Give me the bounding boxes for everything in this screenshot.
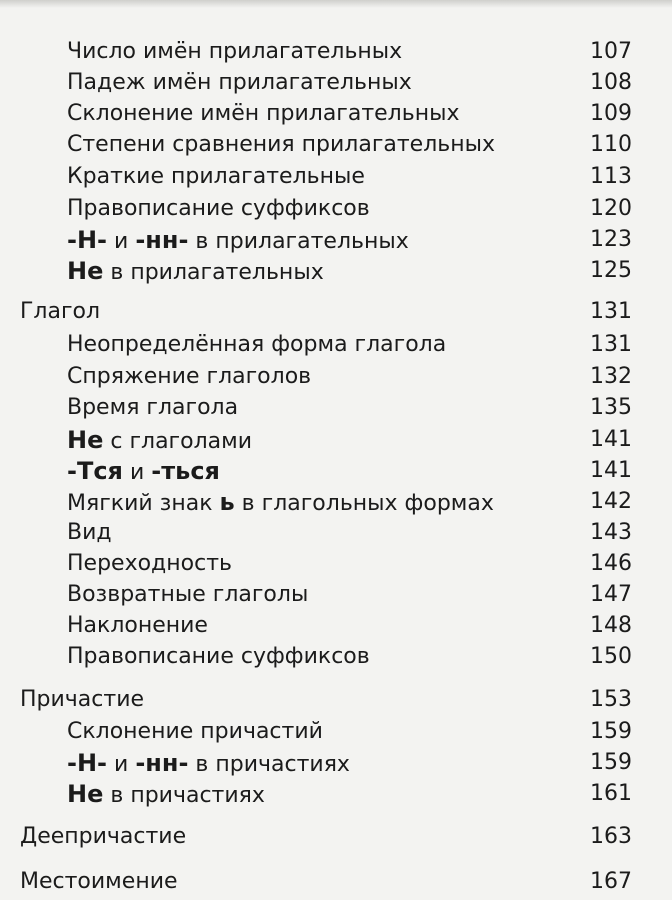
toc-entry-bold: -ться [151,457,220,485]
toc-entry-bold: -Н- [67,749,108,777]
toc-entry-page: 132 [590,364,632,389]
toc-entry-page: 131 [590,332,632,357]
toc-entry[interactable] [0,256,672,286]
toc-section-page: 167 [590,869,632,894]
toc-entry-page: 141 [590,427,632,452]
toc-entry-title: Степени сравнения прилагательных [67,132,496,157]
toc-entry-title: Переходность [67,551,232,576]
toc-entry-page: 146 [590,551,632,576]
toc-entry-title [67,456,220,488]
toc-entry-bold: ь [219,488,235,516]
toc-entry-page: 125 [590,258,632,283]
toc-entry[interactable] [0,580,672,610]
toc-entry-title: Правописание суффиксов [67,196,370,221]
toc-entry-title: Спряжение глаголов [67,364,312,389]
toc-entry-page: 147 [590,582,632,607]
toc-entry-text: и [107,229,136,254]
toc-entry-bold: -нн- [135,749,189,777]
toc-entry-text: в прилагательных [188,229,409,254]
toc-entry-title [67,225,409,257]
toc-section-title: Глагол [20,299,101,324]
toc-entry-title: Неопределённая форма глагола [67,332,447,357]
toc-entry[interactable] [0,456,672,486]
toc-section[interactable] [0,297,672,327]
toc-entry[interactable] [0,487,672,517]
toc-section-page: 163 [590,824,632,849]
toc-entry-page: 142 [590,489,632,514]
toc-entry[interactable] [0,779,672,809]
toc-entry-text: в глагольных формах [234,491,494,516]
toc-entry-title [67,487,494,519]
toc-entry-bold: Не [67,426,104,454]
toc-entry[interactable] [0,642,672,672]
toc-entry[interactable] [0,162,672,192]
toc-section[interactable] [0,685,672,715]
toc-entry[interactable] [0,549,672,579]
toc-entry-title: Склонение имён прилагательных [67,101,460,126]
toc-entry-title: Склонение причастий [67,719,323,744]
toc-entry-title [67,256,324,288]
toc-entry-page: 150 [590,644,632,669]
toc-entry[interactable] [0,225,672,255]
toc-entry-title [67,748,350,780]
toc-entry[interactable] [0,393,672,423]
toc-entry-page: 161 [590,781,632,806]
toc-entry-text: и [107,752,136,777]
toc-entry-text: Мягкий знак [67,491,220,516]
toc-entry-bold: Не [67,780,104,808]
toc-entry-text: в прилагательных [103,260,324,285]
toc-entry[interactable] [0,748,672,778]
toc-section-title: Местоимение [20,869,178,894]
toc-entry-text: в причастиях [188,752,350,777]
toc-entry-title [67,779,265,811]
toc-entry[interactable] [0,518,672,548]
toc-entry[interactable] [0,362,672,392]
toc-entry-bold: -Тся [67,457,123,485]
toc-section[interactable] [0,822,672,852]
toc-entry-page: 159 [590,719,632,744]
toc-entry-page: 141 [590,458,632,483]
toc-entry[interactable] [0,194,672,224]
toc-section-page: 153 [590,687,632,712]
toc-entry-title: Краткие прилагательные [67,164,365,189]
toc-entry-title: Правописание суффиксов [67,644,370,669]
toc-entry-title: Вид [67,520,112,545]
toc-entry-page: 123 [590,227,632,252]
toc-entry-page: 108 [590,70,632,95]
toc-entry-title [67,425,252,457]
toc-entry-page: 143 [590,520,632,545]
toc-entry-title: Число имён прилагательных [67,39,403,64]
toc-entry[interactable] [0,130,672,160]
toc-entry[interactable] [0,37,672,67]
toc-entry-page: 109 [590,101,632,126]
toc-entry-title: Возвратные глаголы [67,582,309,607]
toc-entry[interactable] [0,68,672,98]
toc-entry[interactable] [0,611,672,641]
toc-entry-bold: Не [67,257,104,285]
toc-entry-page: 110 [590,132,632,157]
toc-entry[interactable] [0,425,672,455]
toc-entry-page: 135 [590,395,632,420]
toc-entry[interactable] [0,99,672,129]
toc-entry-bold: -Н- [67,226,108,254]
toc-entry-page: 107 [590,39,632,64]
toc-entry-text: в причастиях [103,783,265,808]
toc-section-title: Причастие [20,687,145,712]
toc-section-page: 131 [590,299,632,324]
toc-entry-page: 113 [590,164,632,189]
toc-section-title: Деепричастие [20,824,187,849]
toc-entry-page: 120 [590,196,632,221]
toc-entry-title: Время глагола [67,395,239,420]
toc-entry-text: и [122,460,152,485]
toc-entry-title: Падеж имён прилагательных [67,70,412,95]
toc-entry-text: с глаголами [103,429,253,454]
toc-entry[interactable] [0,330,672,360]
toc-entry-title: Наклонение [67,613,208,638]
toc-entry-page: 148 [590,613,632,638]
toc-section[interactable] [0,867,672,897]
toc-entry[interactable] [0,717,672,747]
toc-entry-bold: -нн- [135,226,189,254]
toc-entry-page: 159 [590,750,632,775]
